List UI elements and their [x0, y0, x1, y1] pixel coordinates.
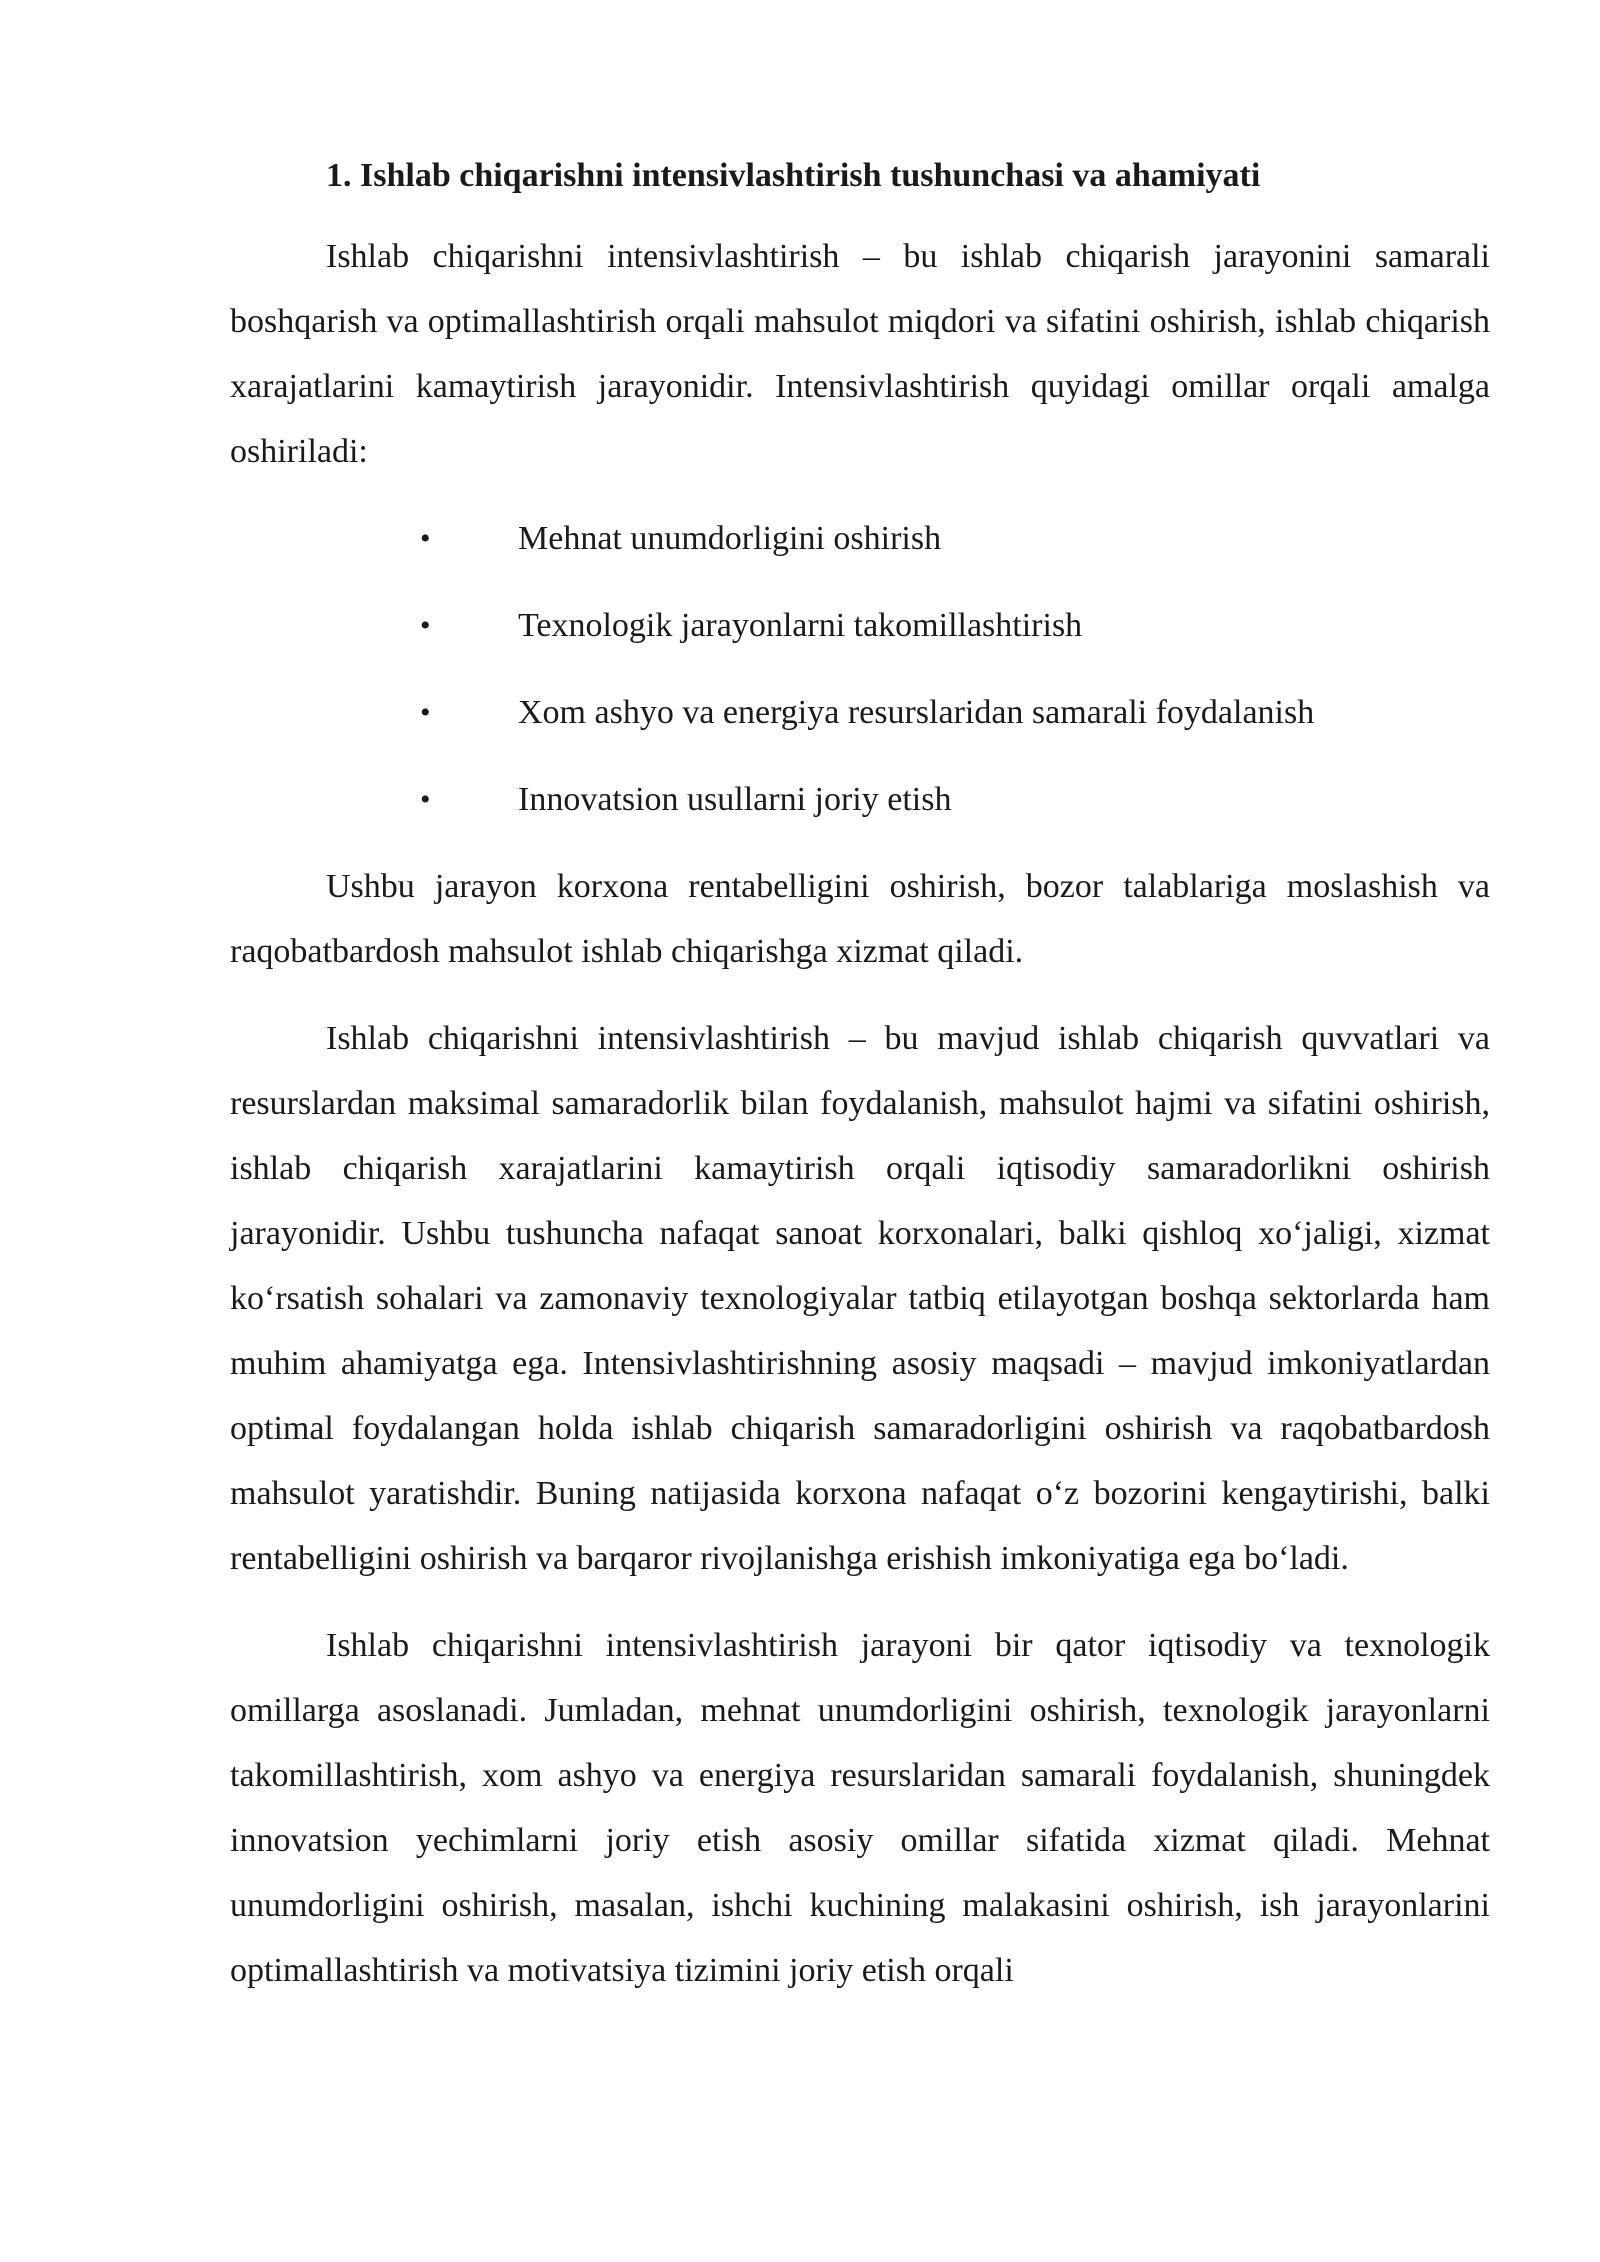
list-item-text: Texnologik jarayonlarni takomillashtirish — [518, 607, 1083, 644]
list-item — [230, 767, 1490, 832]
list-item — [230, 593, 1490, 658]
section-heading: 1. Ishlab chiqarishni intensivlashtirish tushunchasi va ahamiyati — [326, 157, 1261, 194]
bullet-icon: • — [420, 783, 431, 816]
list-item-text: Mehnat unumdorligini oshirish — [518, 520, 942, 557]
factors-list — [230, 506, 1490, 832]
list-item — [230, 680, 1490, 745]
list-item — [230, 506, 1490, 571]
bullet-icon: • — [420, 609, 431, 642]
paragraph-purpose: Ushbu jarayon korxona rentabelligini oshirish, bozor talablariga moslashish va raqobatbardosh mahsulot ishlab chiqarishga xizmat qiladi. — [230, 868, 1490, 970]
document-body — [230, 150, 1490, 2025]
list-item-text: Xom ashyo va energiya resurslaridan samarali foydalanish — [518, 694, 1315, 731]
paragraph-intro: Ishlab chiqarishni intensivlashtirish – bu ishlab chiqarish jarayonini samarali boshqarish va optimallashtirish orqali mahsulot miqdori va sifatini oshirish, ishlab chiqarish xarajatlarini kamaytirish jarayonidir. Intensivlashtirish quyidagi omillar orqali amalga oshiriladi: — [230, 238, 1490, 470]
paragraph-definition: Ishlab chiqarishni intensivlashtirish – bu mavjud ishlab chiqarish quvvatlari va resurslardan maksimal samaradorlik bilan foydalanish, mahsulot hajmi va sifatini oshirish, ishlab chiqarish xarajatlarini kamaytirish orqali iqtisodiy samaradorlikni oshirish jarayonidir. Ushbu tushuncha nafaqat sanoat korxonalari, balki qishloq xo‘jaligi, xizmat ko‘rsatish sohalari va zamonaviy texnologiyalar tatbiq etilayotgan boshqa sektorlarda ham muhim ahamiyatga ega. Intensivlashtirishning asosiy maqsadi – mavjud imkoniyatlardan optimal foydalangan holda ishlab chiqarish samaradorligini oshirish va raqobatbardosh mahsulot yaratishdir. Buning natijasida korxona nafaqat o‘z bozorini kengaytirishi, balki rentabelligini oshirish va barqaror rivojlanishga erishish imkoniyatiga ega bo‘ladi. — [230, 1020, 1490, 1577]
list-item-text: Innovatsion usullarni joriy etish — [518, 781, 952, 818]
paragraph-factors: Ishlab chiqarishni intensivlashtirish jarayoni bir qator iqtisodiy va texnologik omillarga asoslanadi. Jumladan, mehnat unumdorligini oshirish, texnologik jarayonlarni takomillashtirish, xom ashyo va energiya resurslaridan samarali foydalanish, shuningdek innovatsion yechimlarni joriy etish asosiy omillar sifatida xizmat qiladi. Mehnat unumdorligini oshirish, masalan, ishchi kuchining malakasini oshirish, ish jarayonlarini optimallashtirish va motivatsiya tizimini joriy etish orqali — [230, 1627, 1490, 1989]
bullet-icon: • — [420, 522, 431, 555]
bullet-icon: • — [420, 696, 431, 729]
